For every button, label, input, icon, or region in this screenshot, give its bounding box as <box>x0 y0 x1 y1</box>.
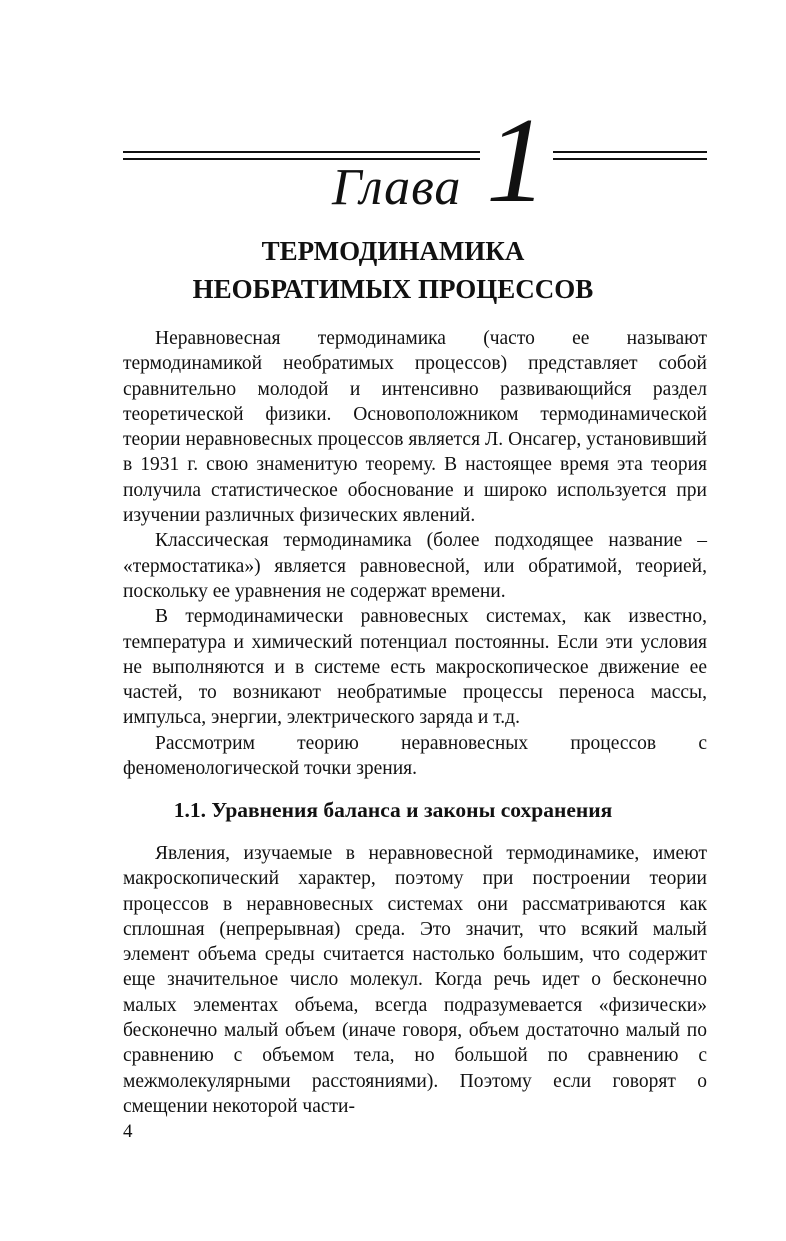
chapter-title-line-1: ТЕРМОДИНАМИКА <box>261 236 525 266</box>
section-text <box>123 841 707 1119</box>
chapter-number: 1 <box>480 100 553 222</box>
intro-paragraph: Неравновесная термодинамика (часто ее называют термодинамикой необратимых процессов) представляет собой сравнительно молодой и интенсивно развивающийся раздел теоретической физики. Основоположником термодинамической теории неравновесных процессов является Л. Онсагер, установивший в 1931 г. свою знаменитую теорему. В настоящее время эта теория получила статистическое обоснование и широко используется при изучении различных физических явлений. <box>123 328 707 527</box>
intro-paragraph: В термодинамически равновесных системах, как известно, температура и химический потенциал постоянны. Если эти условия не выполняются и в системе есть макроскопическое движение ее частей, то возникают необратимые процессы переноса массы, импульса, энергии, электрического заряда и т.д. <box>123 606 707 729</box>
section-paragraph: Явления, изучаемые в неравновесной термодинамике, имеют макроскопический характер, поэтому при построении теории процессов в неравновесных системах они рассматриваются как сплошная (непрерывная) среда. Это значит, что всякий малый элемент объема среды считается настолько большим, что содержит еще значительное число молекул. Когда речь идет о бесконечно малых элементах объема, всегда подразумевается «физически» бесконечно малый объем (иначе говоря, объем достаточно малый по сравнению с объемом тела, но большой по сравнению с межмолекулярными расстояниями). Поэтому если говорят о смещении некоторой части- <box>123 843 707 1117</box>
chapter-word: Глава <box>330 162 465 214</box>
intro-paragraph: Классическая термодинамика (более подходящее название – «термостатика») является равновесной, или обратимой, теорией, поскольку ее уравнения не содержат времени. <box>123 530 707 602</box>
page-number: 4 <box>123 1121 133 1142</box>
section-heading: 1.1. Уравнения баланса и законы сохранения <box>173 798 613 822</box>
intro-text <box>123 326 707 781</box>
chapter-title <box>0 232 786 308</box>
chapter-title-line-2: НЕОБРАТИМЫХ ПРОЦЕССОВ <box>192 274 594 304</box>
intro-paragraph: Рассмотрим теорию неравновесных процессов с феноменологической точки зрения. <box>123 732 707 780</box>
chapter-rule-top <box>123 151 707 153</box>
